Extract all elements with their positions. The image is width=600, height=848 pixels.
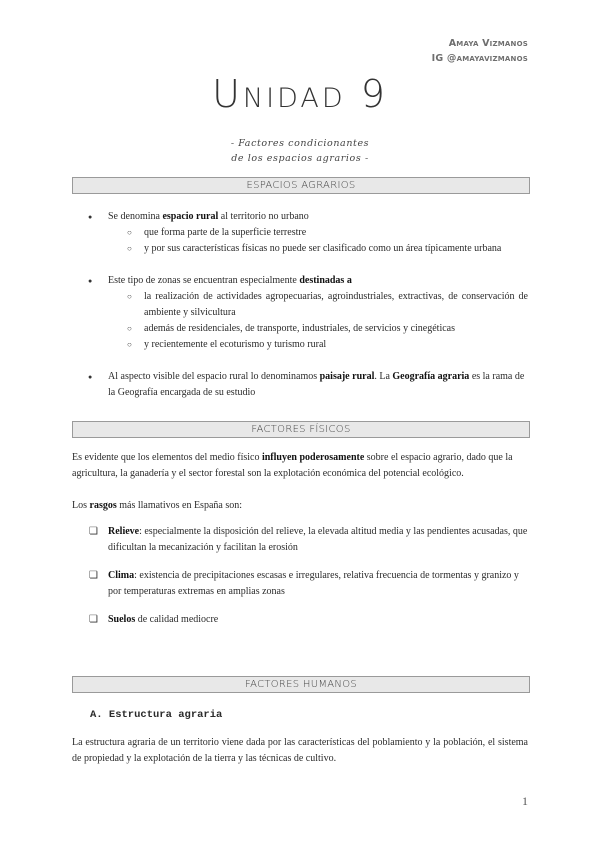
bold-term: destinadas a xyxy=(299,275,352,286)
sub-bullet: ○ además de residenciales, de transporte, industriales, de servicios y cinegéticas xyxy=(72,321,528,337)
paragraph-rasgos xyxy=(72,498,528,514)
text: Se denomina xyxy=(108,211,163,222)
section-header-fisicos: FACTORES FÍSICOS xyxy=(72,421,530,438)
page-subtitle xyxy=(0,136,600,166)
fisicos-content xyxy=(72,450,528,628)
subheading-estructura-agraria: A. Estructura agraria xyxy=(90,709,223,721)
section-header-espacios: ESPACIOS AGRARIOS xyxy=(72,177,530,194)
text: al territorio no urbano xyxy=(218,211,309,222)
text: es la rama de la Geografía encargada de su estudio xyxy=(108,371,525,398)
bold-term: espacio rural xyxy=(162,211,219,222)
bullet-espacio-rural xyxy=(72,209,528,225)
text: : especialmente la disposición del relieve, la elevada altitud media y las pendientes acusadas, que dificultan la mecanización y facilitan la erosión xyxy=(108,526,528,553)
subtitle-line-2: de los espacios agrarios - xyxy=(231,153,369,164)
bold-term: paisaje rural xyxy=(319,371,375,382)
paragraph-influencia xyxy=(72,450,528,482)
text: Es evidente que los elementos del medio físico xyxy=(72,452,262,463)
bold-term: Geografía agraria xyxy=(392,371,470,382)
sub-bullet: ○ la realización de actividades agropecuarias, agroindustriales, extractivas, de conservación de ambiente y silvicultura xyxy=(72,289,528,321)
text: de calidad mediocre xyxy=(135,614,219,625)
sub-bullet: ○ y por sus características físicas no puede ser clasificado como un área típicamente urbana xyxy=(72,241,528,257)
bullet-destinadas xyxy=(72,273,528,289)
item-clima xyxy=(72,568,528,600)
page-title: Unidad 9 xyxy=(212,72,388,116)
page-number: 1 xyxy=(522,794,528,808)
text: : existencia de precipitaciones escasas e irregulares, relativa frecuencia de tormentas y granizo y por temperaturas extremas en amplias zonas xyxy=(108,570,519,597)
sub-bullet: ○ que forma parte de la superficie terrestre xyxy=(72,225,528,241)
bold-term: Relieve xyxy=(108,526,140,537)
subtitle-line-1: - Factores condicionantes xyxy=(230,138,370,149)
instagram-handle: IG @amayavizmanos xyxy=(431,53,528,64)
bold-term: influyen poderosamente xyxy=(261,452,365,463)
text: . La xyxy=(374,371,393,382)
bold-term: Clima xyxy=(108,570,135,581)
item-relieve xyxy=(72,524,528,556)
text: Al aspecto visible del espacio rural lo denominamos xyxy=(108,371,320,382)
humanos-content xyxy=(72,707,528,767)
author-block xyxy=(432,36,528,66)
text: más llamativos en España son: xyxy=(116,500,242,511)
bold-term: rasgos xyxy=(89,500,117,511)
item-suelos xyxy=(72,612,528,628)
bold-term: Suelos xyxy=(108,614,136,625)
sub-bullet: ○ y recientemente el ecoturismo y turismo rural xyxy=(72,337,528,353)
text: sobre el espacio agrario, dado que la agricultura, la ganadería y el sector forestal son la explotación económica del potencial ecológico. xyxy=(72,452,513,479)
paragraph-estructura: La estructura agraria de un territorio viene dada por las características del poblamiento y la población, el sistema de propiedad y la explotación de la tierra y las técnicas de cultivo. xyxy=(72,737,528,764)
bullet-paisaje-rural xyxy=(72,369,528,401)
espacios-content xyxy=(72,209,528,401)
text: Los xyxy=(72,500,90,511)
author-name: Amaya Vizmanos xyxy=(448,38,528,49)
section-header-humanos: FACTORES HUMANOS xyxy=(72,676,530,693)
text: Este tipo de zonas se encuentran especialmente xyxy=(108,275,300,286)
